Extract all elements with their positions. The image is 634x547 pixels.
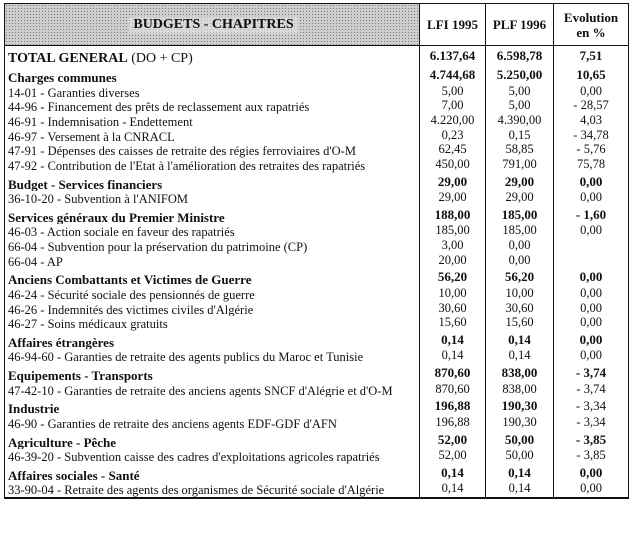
chapter-lfi: 62,45 [419, 143, 485, 158]
table-row [5, 449, 628, 464]
group-plf: 185,00 [485, 206, 553, 225]
total-label [5, 46, 419, 66]
chapter-lfi: 0,14 [419, 482, 485, 497]
chapter-lfi: 0,14 [419, 349, 485, 364]
group-evolution: 0,00 [553, 331, 628, 350]
chapter-lfi: 870,60 [419, 383, 485, 398]
group-label: Affaires étrangères [8, 334, 115, 350]
chapter-lfi: 0,23 [419, 129, 485, 144]
chapter-evolution [553, 254, 628, 269]
group-plf: 29,00 [485, 173, 553, 192]
group-lfi: 188,00 [419, 206, 485, 225]
chapter-label: 33-90-04 - Retraite des agents des organismes de Sécurité sociale d'Algérie [8, 483, 385, 497]
chapter-plf: 58,85 [485, 143, 553, 158]
group-evolution: - 3,34 [553, 397, 628, 416]
group-evolution: 0,00 [553, 173, 628, 192]
group-label: Industrie [8, 401, 60, 416]
table-row [5, 416, 628, 431]
chapter-plf: 190,30 [485, 416, 553, 431]
group-evolution: 0,00 [553, 464, 628, 483]
total-label-bold: TOTAL GENERAL [8, 51, 128, 66]
group-label: Anciens Combattants et Victimes de Guerre [8, 272, 252, 287]
header-plf-1996: PLF 1996 [485, 4, 553, 45]
group-plf: 190,30 [485, 397, 553, 416]
group-plf: 0,14 [485, 331, 553, 350]
chapter-label: 46-03 - Action sociale en faveur des rapatriés [8, 225, 235, 239]
chapter-plf: 0,15 [485, 129, 553, 144]
group-lfi: 29,00 [419, 173, 485, 192]
table-row [5, 158, 628, 173]
table-row [5, 254, 628, 269]
chapter-evolution: - 3,34 [553, 416, 628, 431]
chapter-lfi: 15,60 [419, 316, 485, 331]
chapter-evolution: 0,00 [553, 349, 628, 364]
total-plf: 6.598,78 [485, 46, 553, 66]
chapter-evolution: 0,00 [553, 287, 628, 302]
group-label: Charges communes [8, 70, 117, 85]
chapter-plf: 10,00 [485, 287, 553, 302]
group-evolution: 0,00 [553, 268, 628, 287]
total-lfi: 6.137,64 [419, 46, 485, 66]
chapter-label: 46-97 - Versement à la CNRACL [8, 129, 175, 144]
chapter-plf: 29,00 [485, 191, 553, 206]
chapter-label: 36-10-20 - Subvention à l'ANIFOM [8, 192, 189, 206]
table-row [5, 99, 628, 114]
table-row [5, 143, 628, 158]
chapter-plf: 0,00 [485, 239, 553, 254]
group-evolution: 10,65 [553, 66, 628, 85]
chapter-plf: 0,14 [485, 482, 553, 497]
header-evolution-line2: en % [576, 24, 606, 40]
header-lfi-1995: LFI 1995 [419, 4, 485, 45]
chapter-label: 46-24 - Sécurité sociale des pensionnés de guerre [8, 287, 255, 302]
group-row [5, 364, 628, 383]
chapter-label: 66-04 - Subvention pour la préservation du patrimoine (CP) [8, 240, 308, 254]
chapter-label: 46-91 - Indemnisation - Endettement [8, 114, 193, 129]
group-row [5, 66, 628, 85]
group-lfi: 0,14 [419, 331, 485, 350]
chapter-lfi: 52,00 [419, 449, 485, 464]
chapter-plf: 0,00 [485, 254, 553, 269]
group-plf: 5.250,00 [485, 66, 553, 85]
chapter-lfi: 20,00 [419, 254, 485, 269]
table-row [5, 383, 628, 398]
chapter-label: 46-90 - Garanties de retraite des anciens agents EDF-GDF d'AFN [8, 416, 337, 431]
chapter-lfi: 196,88 [419, 416, 485, 431]
chapter-lfi: 29,00 [419, 191, 485, 206]
chapter-evolution: 0,00 [553, 482, 628, 497]
group-row [5, 331, 628, 350]
group-label: Affaires sociales - Santé [8, 467, 140, 483]
group-lfi: 196,88 [419, 397, 485, 416]
chapter-plf: 4.390,00 [485, 114, 553, 129]
chapter-lfi: 185,00 [419, 224, 485, 239]
table-row [5, 114, 628, 129]
group-plf: 0,14 [485, 464, 553, 483]
chapter-lfi: 4.220,00 [419, 114, 485, 129]
chapter-plf: 5,00 [485, 85, 553, 100]
chapter-lfi: 5,00 [419, 85, 485, 100]
chapter-plf: 30,60 [485, 302, 553, 317]
chapter-plf: 50,00 [485, 449, 553, 464]
table-row [5, 302, 628, 317]
table-row [5, 224, 628, 239]
group-lfi: 4.744,68 [419, 66, 485, 85]
chapter-evolution: 4,03 [553, 114, 628, 129]
table-row [5, 191, 628, 206]
group-plf: 56,20 [485, 268, 553, 287]
table-row [5, 287, 628, 302]
total-label-suffix: (DO + CP) [127, 51, 193, 66]
chapter-evolution: - 3,85 [553, 449, 628, 464]
group-row [5, 397, 628, 416]
total-evolution: 7,51 [553, 46, 628, 66]
chapter-plf: 0,14 [485, 349, 553, 364]
table-row [5, 85, 628, 100]
chapter-label: 47-92 - Contribution de l'Etat à l'amélioration des retraites des rapatriés [8, 158, 366, 173]
header-budgets-chapitres [5, 4, 419, 45]
group-row [5, 268, 628, 287]
group-label: Equipements - Transports [8, 368, 153, 383]
group-plf: 838,00 [485, 364, 553, 383]
group-row [5, 173, 628, 192]
chapter-evolution: - 5,76 [553, 143, 628, 158]
chapter-evolution [553, 239, 628, 254]
group-evolution: - 3,85 [553, 431, 628, 450]
chapter-plf: 5,00 [485, 99, 553, 114]
table-row [5, 482, 628, 497]
chapter-plf: 15,60 [485, 316, 553, 331]
table-row [5, 349, 628, 364]
chapter-lfi: 3,00 [419, 239, 485, 254]
chapter-label: 14-01 - Garanties diverses [8, 85, 140, 100]
chapter-evolution: 0,00 [553, 191, 628, 206]
chapter-evolution: 0,00 [553, 316, 628, 331]
chapter-evolution: 0,00 [553, 224, 628, 239]
header-evolution [553, 4, 628, 45]
chapter-evolution: 0,00 [553, 302, 628, 317]
chapter-label: 66-04 - AP [8, 254, 63, 269]
table-row [5, 239, 628, 254]
header-evolution-line1: Evolution [563, 9, 619, 25]
group-lfi: 52,00 [419, 431, 485, 450]
chapter-plf: 185,00 [485, 224, 553, 239]
group-lfi: 870,60 [419, 364, 485, 383]
table-row [5, 129, 628, 144]
table-row [5, 316, 628, 331]
total-row [5, 46, 628, 66]
group-row [5, 464, 628, 483]
chapter-lfi: 450,00 [419, 158, 485, 173]
chapter-lfi: 30,60 [419, 302, 485, 317]
group-row [5, 206, 628, 225]
table-body [5, 66, 628, 497]
group-lfi: 0,14 [419, 464, 485, 483]
chapter-label: 46-94-60 - Garanties de retraite des agents publics du Maroc et Tunisie [8, 350, 364, 365]
chapter-evolution: - 28,57 [553, 99, 628, 114]
table-header [5, 4, 628, 46]
group-evolution: - 3,74 [553, 364, 628, 383]
chapter-label: 46-39-20 - Subvention caisse des cadres d'exploitations agricoles rapatriés [8, 450, 380, 464]
group-row [5, 431, 628, 450]
chapter-plf: 791,00 [485, 158, 553, 173]
group-label: Agriculture - Pêche [8, 434, 117, 449]
chapter-lfi: 10,00 [419, 287, 485, 302]
group-label: Services généraux du Premier Ministre [8, 209, 225, 225]
chapter-evolution: 0,00 [553, 85, 628, 100]
group-lfi: 56,20 [419, 268, 485, 287]
group-plf: 50,00 [485, 431, 553, 450]
chapter-label: 47-91 - Dépenses des caisses de retraite des régies ferroviaires d'O-M [8, 144, 356, 158]
chapter-label: 47-42-10 - Garanties de retraite des anciens agents SNCF d'Alégrie et d'O-M [8, 383, 393, 398]
chapter-lfi: 7,00 [419, 99, 485, 114]
group-label: Budget - Services financiers [8, 176, 163, 192]
chapter-label: 46-27 - Soins médicaux gratuits [8, 317, 168, 331]
group-evolution: - 1,60 [553, 206, 628, 225]
chapter-evolution: - 3,74 [553, 383, 628, 398]
budget-table [4, 3, 629, 499]
chapter-plf: 838,00 [485, 383, 553, 398]
chapter-evolution: - 34,78 [553, 129, 628, 144]
chapter-evolution: 75,78 [553, 158, 628, 173]
chapter-label: 46-26 - Indemnités des victimes civiles d'Algérie [8, 302, 254, 317]
header-title: BUDGETS - CHAPITRES [129, 17, 297, 33]
chapter-label: 44-96 - Financement des prêts de reclassement aux rapatriés [8, 100, 310, 114]
